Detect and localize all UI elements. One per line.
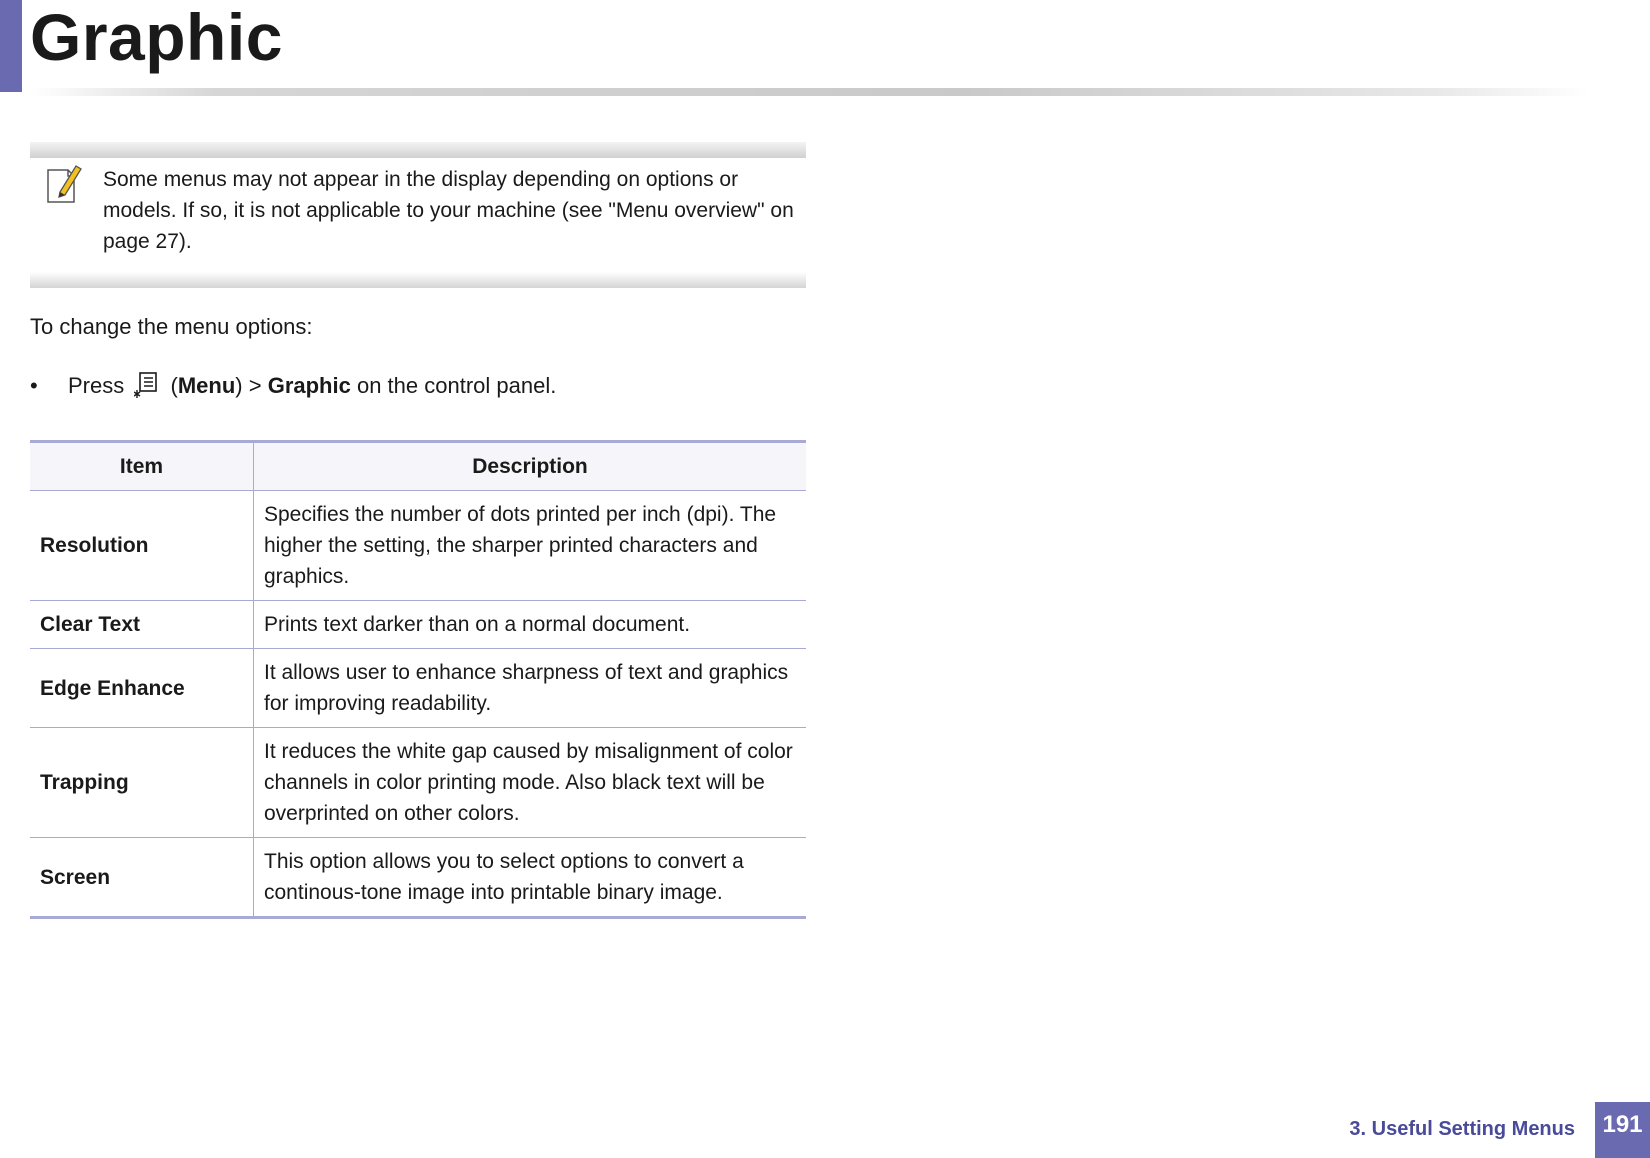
step-suffix: on the control panel. xyxy=(356,373,557,398)
step-separator: ) > xyxy=(235,373,262,398)
step-press: Press xyxy=(68,373,125,398)
row-description: It allows user to enhance sharpness of text and graphics for improving readability. xyxy=(254,649,807,728)
step-target: Graphic xyxy=(267,373,351,398)
note-text: Some menus may not appear in the display depending on options or models. If so, it is not applicable to your machine (see "Menu overview" on page 27). xyxy=(103,168,794,253)
row-item: Edge Enhance xyxy=(30,649,254,728)
table-row xyxy=(30,838,806,918)
table-row xyxy=(30,728,806,838)
menu-icon xyxy=(134,371,160,399)
title-divider xyxy=(30,88,1590,96)
note-pencil-icon xyxy=(44,162,84,206)
title-accent-bar xyxy=(0,0,22,92)
row-description: Specifies the number of dots printed per inch (dpi). The higher the setting, the sharper printed characters and graphics. xyxy=(254,491,807,601)
row-description: It reduces the white gap caused by misalignment of color channels in color printing mode. Also black text will be overprinted on other colors. xyxy=(254,728,807,838)
table-header-row xyxy=(30,442,806,491)
bullet: • xyxy=(30,373,38,398)
row-item: Clear Text xyxy=(30,601,254,649)
note-top-band xyxy=(30,142,806,158)
note-bottom-band xyxy=(30,272,806,288)
table-row xyxy=(30,601,806,649)
row-item: Screen xyxy=(30,838,254,918)
table-row xyxy=(30,649,806,728)
page-number-badge: 191 xyxy=(1595,1102,1650,1158)
step-instruction xyxy=(30,371,556,399)
header-item: Item xyxy=(30,442,254,491)
row-description: This option allows you to select options to convert a continous-tone image into printable binary image. xyxy=(254,838,807,918)
row-item: Trapping xyxy=(30,728,254,838)
header-description: Description xyxy=(254,442,807,491)
step-menu-label: Menu xyxy=(177,373,236,398)
intro-text: To change the menu options: xyxy=(30,314,313,339)
row-item: Resolution xyxy=(30,491,254,601)
graphic-options-table xyxy=(30,440,806,919)
row-description: Prints text darker than on a normal document. xyxy=(254,601,807,649)
page-title: Graphic xyxy=(30,0,283,74)
table-row xyxy=(30,491,806,601)
footer-chapter: 3. Useful Setting Menus xyxy=(1349,1118,1575,1140)
step-open-paren: ( xyxy=(170,373,178,398)
